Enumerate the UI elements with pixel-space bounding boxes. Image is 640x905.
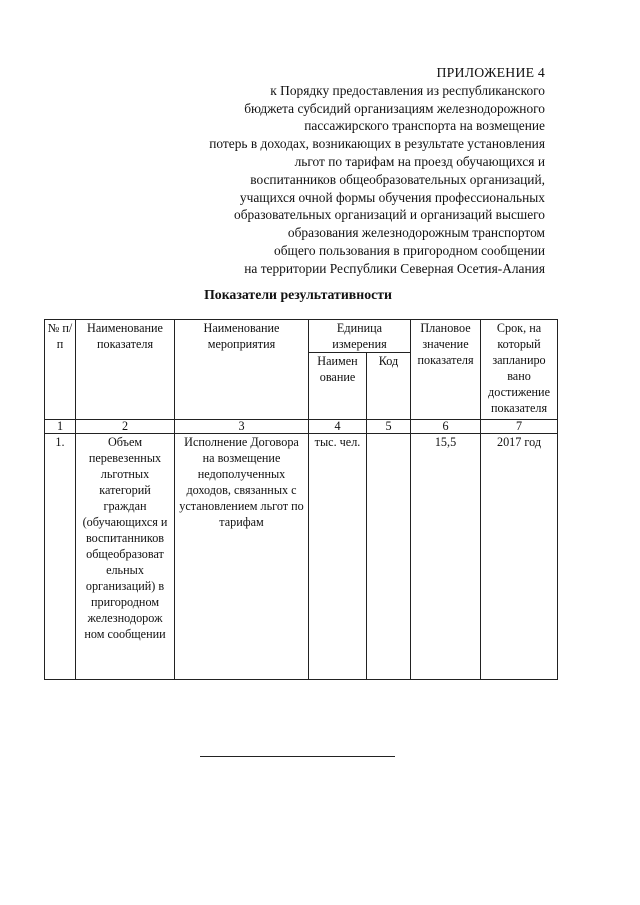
header-activity-name: Наименование мероприятия <box>175 320 309 420</box>
row-unit-name: тыс. чел. <box>309 434 367 680</box>
appendix-line: бюджета субсидий организациям железнодорожного <box>244 100 545 116</box>
header-unit-code: Код <box>367 353 411 420</box>
header-deadline: Срок, на который запланиро вано достижение показателя <box>481 320 558 420</box>
table-header-row <box>45 320 558 353</box>
document-title: Показатели результативности <box>204 287 392 302</box>
appendix-line: образовательных организаций и организаций высшего <box>234 207 545 223</box>
header-unit-group: Единица измерения <box>309 320 411 353</box>
column-number: 3 <box>175 420 309 434</box>
appendix-line: воспитанников общеобразовательных организаций, <box>250 171 545 187</box>
appendix-header <box>209 64 545 278</box>
appendix-line: пассажирского транспорта на возмещение <box>304 118 545 134</box>
column-number: 2 <box>76 420 175 434</box>
row-deadline: 2017 год <box>481 434 558 680</box>
header-planned-value: Плановое значение показателя <box>411 320 481 420</box>
header-indicator-name: Наименование показателя <box>76 320 175 420</box>
appendix-line: льгот по тарифам на проезд обучающихся и <box>294 153 545 169</box>
appendix-title: ПРИЛОЖЕНИЕ 4 <box>436 65 545 80</box>
header-num: № п/п <box>45 320 76 420</box>
appendix-line: на территории Республики Северная Осетия-Алания <box>244 260 545 276</box>
header-unit-name: Наимен ование <box>309 353 367 420</box>
appendix-line: образования железнодорожным транспортом <box>287 225 545 241</box>
column-number: 7 <box>481 420 558 434</box>
row-planned-value: 15,5 <box>411 434 481 680</box>
row-unit-code <box>367 434 411 680</box>
appendix-line: учащихся очной формы обучения профессиональных <box>239 189 545 205</box>
table-row <box>45 434 558 680</box>
footnote-separator <box>200 756 395 757</box>
appendix-line: потерь в доходах, возникающих в результате установления <box>209 136 545 152</box>
row-num: 1. <box>45 434 76 680</box>
indicators-table <box>44 319 558 680</box>
row-activity: Исполнение Договора на возмещение недополученных доходов, связанных с установлением льгот по тарифам <box>175 434 309 680</box>
column-numbers-row <box>45 420 558 434</box>
column-number: 4 <box>309 420 367 434</box>
row-indicator: Объем перевезенных льготных категорий граждан (обучающихся и воспитанников общеобразоват ельных организаций) в пригородном железнодорож ном сообщении <box>76 434 175 680</box>
column-number: 1 <box>45 420 76 434</box>
column-number: 5 <box>367 420 411 434</box>
column-number: 6 <box>411 420 481 434</box>
appendix-line: общего пользования в пригородном сообщении <box>274 242 545 258</box>
appendix-line: к Порядку предоставления из республиканского <box>270 82 545 98</box>
